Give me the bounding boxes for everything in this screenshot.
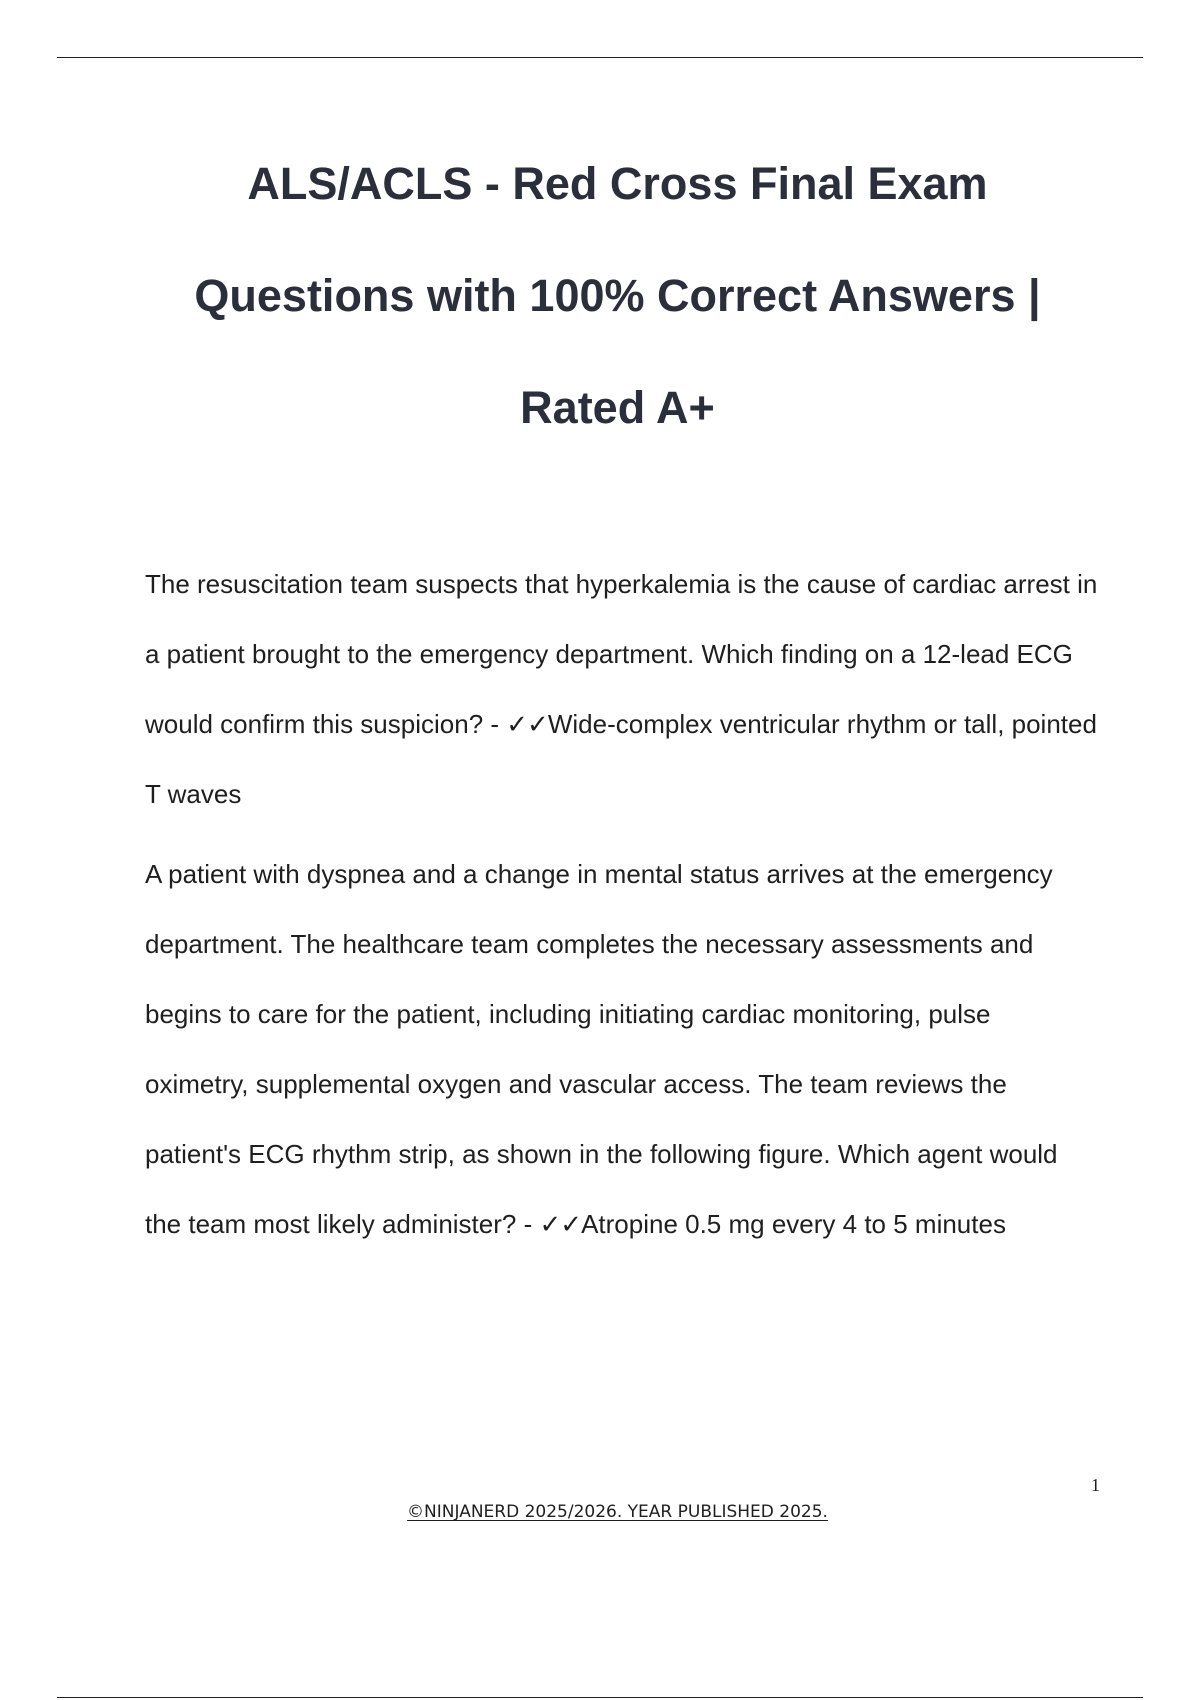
title-line-1: ALS/ACLS - Red Cross Final Exam	[247, 158, 988, 209]
top-rule	[57, 57, 1143, 58]
bottom-rule	[57, 1697, 1143, 1698]
answer-text: Wide-complex ventricular rhythm or tall, pointed T waves	[145, 709, 1097, 809]
question-text: The resuscitation team suspects that hyperkalemia is the cause of cardiac arrest in a patient brought to the emergency department. Which finding on a 12-lead ECG would confirm this suspicion?	[145, 569, 1098, 739]
title-line-2: Questions with 100% Correct Answers |	[194, 270, 1041, 321]
footer-text: ©NINJANERD 2025/2026. YEAR PUBLISHED 2025.	[407, 1502, 828, 1522]
question-list	[145, 549, 1100, 1269]
answer-separator: -	[483, 709, 507, 739]
answer-text: Atropine 0.5 mg every 4 to 5 minutes	[581, 1209, 1006, 1239]
question-item-2	[145, 839, 1100, 1259]
title-line-3: Rated A+	[520, 382, 715, 433]
document-title	[100, 128, 1135, 464]
check-mark-icon: ✓✓	[506, 709, 548, 739]
page-number: 1	[1091, 1475, 1100, 1495]
check-mark-icon: ✓✓	[539, 1209, 582, 1239]
question-text: A patient with dyspnea and a change in mental status arrives at the emergency department. The healthcare team completes the necessary assessments and begins to care for the patient, including initiating cardiac monitoring, pulse oximetry, supplemental oxygen and vascular access. The team reviews the patient's ECG rhythm strip, as shown in the following figure. Which agent would the team most likely administer?	[145, 859, 1058, 1239]
answer-separator: -	[516, 1209, 540, 1239]
question-item-1	[145, 549, 1100, 829]
footer-copyright	[0, 1502, 1200, 1522]
